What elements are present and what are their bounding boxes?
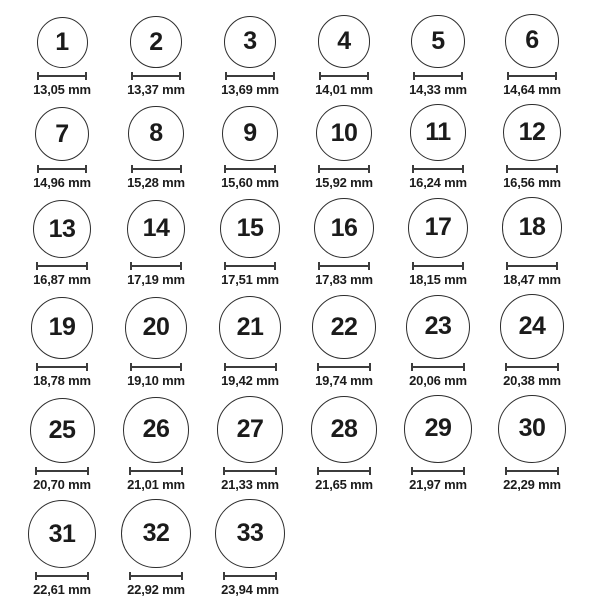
diameter-label: 21,01 mm (127, 476, 185, 492)
ring-size-cell (485, 104, 579, 190)
ring-size-number: 31 (48, 519, 76, 548)
ring-circle (123, 397, 189, 463)
ring-circle (37, 17, 88, 68)
ring-size-cell (391, 15, 485, 97)
ring-circle (503, 104, 560, 161)
ring-size-cell (109, 499, 203, 597)
ring-size-number: 14 (142, 214, 170, 243)
diameter-measure-line (317, 363, 370, 371)
ring-size-cell (485, 197, 579, 287)
ring-circle (127, 200, 186, 259)
ring-size-cell (297, 198, 391, 287)
ring-size-cell (15, 500, 109, 598)
diameter-measure-line (505, 363, 559, 371)
ring-size-number: 27 (236, 415, 264, 444)
chart-row (15, 395, 600, 492)
diameter-measure-line (506, 165, 558, 173)
diameter-label: 22,61 mm (33, 582, 91, 598)
ring-size-cell (109, 200, 203, 288)
ring-size-number: 16 (330, 213, 358, 242)
ring-size-number: 1 (55, 27, 69, 56)
ring-size-cell (297, 105, 391, 190)
diameter-measure-line (36, 262, 88, 270)
ring-size-cell (109, 297, 203, 388)
ring-size-number: 29 (424, 414, 452, 443)
diameter-label: 13,69 mm (221, 81, 279, 97)
ring-size-cell (203, 16, 297, 97)
chart-row (15, 14, 600, 97)
ring-circle (505, 14, 559, 68)
diameter-label: 22,29 mm (503, 476, 561, 492)
ring-size-cell (203, 396, 297, 491)
ring-circle (502, 197, 563, 258)
ring-size-number: 6 (525, 26, 539, 55)
diameter-measure-line (317, 467, 371, 475)
diameter-measure-line (506, 262, 559, 270)
ring-circle (404, 395, 471, 462)
ring-circle (219, 296, 282, 359)
ring-size-cell (203, 106, 297, 191)
ring-size-number: 19 (48, 313, 76, 342)
diameter-label: 20,38 mm (503, 372, 561, 388)
diameter-measure-line (319, 72, 370, 80)
ring-size-cell (109, 397, 203, 492)
diameter-label: 19,42 mm (221, 372, 279, 388)
ring-size-number: 32 (142, 519, 170, 548)
diameter-label: 20,06 mm (409, 372, 467, 388)
ring-size-number: 5 (431, 26, 445, 55)
diameter-measure-line (35, 572, 90, 580)
ring-circle (125, 297, 187, 359)
ring-size-number: 7 (55, 119, 69, 148)
ring-circle (224, 16, 276, 68)
diameter-measure-line (505, 467, 559, 475)
ring-circle (408, 198, 468, 258)
diameter-measure-line (223, 572, 278, 580)
ring-size-number: 18 (518, 213, 546, 242)
ring-size-number: 15 (236, 214, 264, 243)
diameter-label: 23,94 mm (221, 582, 279, 598)
diameter-label: 21,33 mm (221, 476, 279, 492)
ring-circle (312, 295, 375, 358)
ring-size-cell (203, 499, 297, 598)
ring-size-cell (297, 295, 391, 387)
diameter-label: 21,97 mm (409, 476, 467, 492)
ring-size-cell (15, 17, 109, 97)
ring-circle (311, 396, 378, 463)
diameter-label: 19,74 mm (315, 372, 373, 388)
ring-size-number: 9 (243, 118, 257, 147)
chart-row (15, 499, 600, 598)
ring-size-number: 21 (236, 312, 264, 341)
diameter-label: 14,33 mm (409, 81, 467, 97)
ring-circle (215, 499, 285, 569)
ring-size-number: 26 (142, 415, 170, 444)
diameter-measure-line (413, 72, 464, 80)
diameter-measure-line (131, 72, 181, 80)
diameter-measure-line (129, 572, 184, 580)
diameter-measure-line (224, 165, 275, 173)
diameter-measure-line (225, 72, 275, 80)
diameter-label: 20,70 mm (33, 476, 91, 492)
diameter-label: 17,83 mm (315, 272, 373, 288)
ring-size-number: 25 (48, 415, 76, 444)
ring-circle (35, 107, 90, 162)
ring-circle (411, 15, 464, 68)
ring-size-number: 22 (330, 312, 358, 341)
ring-size-cell (391, 295, 485, 388)
ring-size-number: 24 (518, 311, 546, 340)
ring-size-number: 2 (149, 27, 163, 56)
diameter-measure-line (412, 165, 464, 173)
diameter-label: 18,47 mm (503, 272, 561, 288)
ring-size-number: 4 (337, 26, 351, 55)
ring-circle (130, 16, 182, 68)
diameter-label: 16,24 mm (409, 175, 467, 191)
ring-size-cell (15, 200, 109, 287)
diameter-measure-line (411, 363, 464, 371)
diameter-label: 16,56 mm (503, 175, 561, 191)
ring-size-cell (203, 296, 297, 388)
ring-size-number: 23 (424, 312, 452, 341)
diameter-label: 17,19 mm (127, 272, 185, 288)
diameter-label: 15,28 mm (127, 175, 185, 191)
diameter-measure-line (130, 363, 183, 371)
ring-size-number: 33 (236, 519, 264, 548)
diameter-measure-line (130, 262, 182, 270)
ring-circle (121, 499, 190, 568)
diameter-measure-line (224, 363, 277, 371)
diameter-label: 21,65 mm (315, 476, 373, 492)
diameter-measure-line (411, 467, 465, 475)
ring-size-cell (109, 106, 203, 190)
ring-size-cell (297, 396, 391, 492)
ring-circle (128, 106, 183, 161)
ring-size-cell (391, 198, 485, 287)
ring-size-number: 12 (518, 118, 546, 147)
diameter-label: 18,78 mm (33, 372, 91, 388)
ring-size-cell (15, 398, 109, 492)
diameter-measure-line (223, 467, 277, 475)
ring-circle (498, 395, 566, 463)
ring-size-cell (297, 15, 391, 97)
diameter-measure-line (224, 262, 276, 270)
diameter-label: 17,51 mm (221, 272, 279, 288)
ring-circle (410, 104, 467, 161)
diameter-measure-line (318, 165, 369, 173)
diameter-label: 16,87 mm (33, 272, 91, 288)
diameter-measure-line (37, 72, 87, 80)
ring-circle (222, 106, 278, 162)
ring-size-number: 30 (518, 414, 546, 443)
diameter-label: 19,10 mm (127, 372, 185, 388)
chart-row (15, 294, 600, 388)
diameter-label: 13,05 mm (33, 81, 91, 97)
ring-circle (220, 199, 279, 258)
diameter-measure-line (412, 262, 464, 270)
ring-size-number: 20 (142, 313, 170, 342)
diameter-label: 13,37 mm (127, 81, 185, 97)
diameter-measure-line (35, 467, 89, 475)
diameter-measure-line (318, 262, 370, 270)
diameter-label: 18,15 mm (409, 272, 467, 288)
ring-size-number: 11 (425, 118, 451, 147)
ring-circle (31, 297, 93, 359)
ring-circle (30, 398, 95, 463)
ring-circle (314, 198, 374, 258)
ring-circle (316, 105, 372, 161)
ring-size-number: 3 (243, 27, 257, 56)
ring-circle (318, 15, 371, 68)
ring-size-cell (203, 199, 297, 287)
ring-size-cell (109, 16, 203, 97)
ring-size-cell (485, 395, 579, 492)
ring-size-number: 28 (330, 414, 358, 443)
diameter-label: 14,64 mm (503, 81, 561, 97)
ring-circle (33, 200, 91, 258)
ring-circle (406, 295, 470, 359)
diameter-measure-line (507, 72, 558, 80)
ring-circle (217, 396, 283, 462)
ring-size-cell (485, 14, 579, 97)
ring-size-number: 13 (48, 214, 76, 243)
ring-circle (500, 294, 565, 359)
diameter-label: 22,92 mm (127, 582, 185, 598)
ring-size-cell (485, 294, 579, 388)
ring-size-number: 17 (424, 213, 452, 242)
diameter-label: 14,01 mm (315, 81, 373, 97)
diameter-measure-line (36, 363, 89, 371)
ring-size-cell (15, 297, 109, 388)
ring-size-number: 10 (330, 118, 358, 147)
chart-row (15, 197, 600, 287)
ring-size-cell (391, 395, 485, 491)
ring-size-number: 8 (149, 119, 163, 148)
diameter-measure-line (37, 165, 88, 173)
diameter-label: 15,92 mm (315, 175, 373, 191)
diameter-label: 15,60 mm (221, 175, 279, 191)
chart-row (15, 104, 600, 190)
diameter-measure-line (129, 467, 183, 475)
diameter-label: 14,96 mm (33, 175, 91, 191)
diameter-measure-line (131, 165, 182, 173)
ring-size-cell (391, 104, 485, 190)
ring-size-cell (15, 107, 109, 191)
ring-circle (28, 500, 97, 569)
